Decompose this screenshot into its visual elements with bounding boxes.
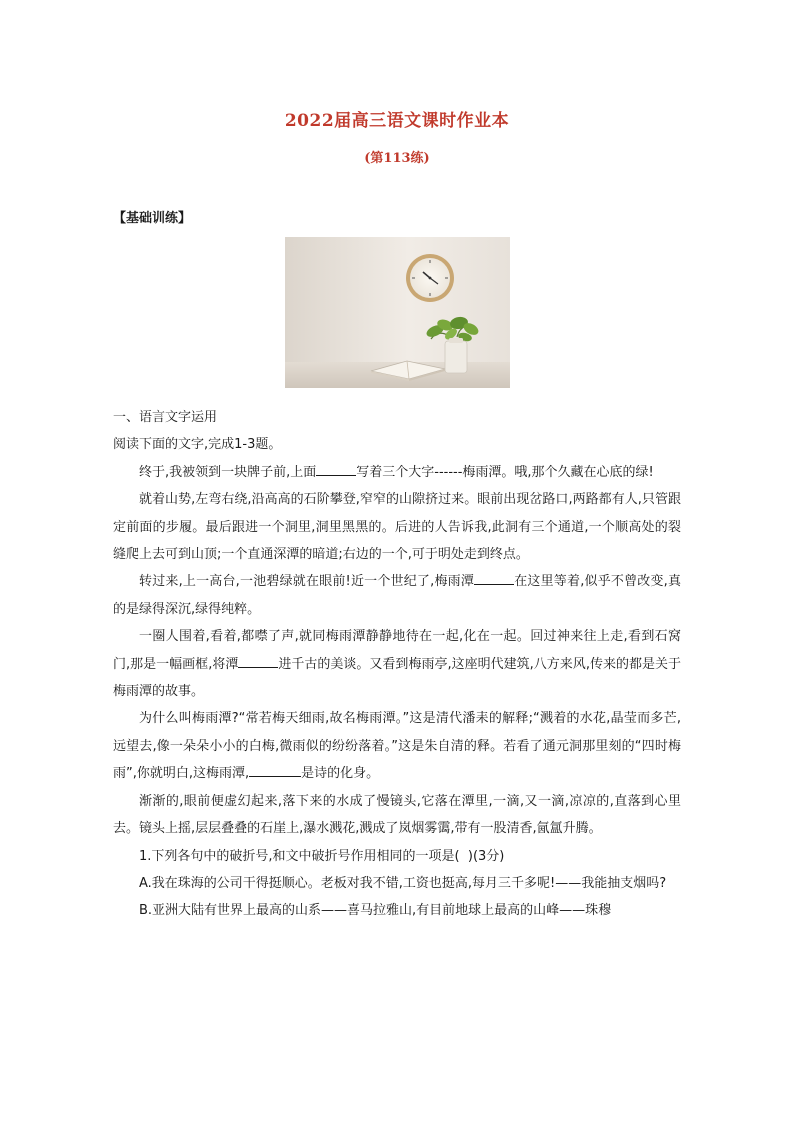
clock-icon [406,254,454,302]
passage-paragraph-4 [113,623,681,705]
passage-text: 终于,我被领到一块牌子前,上面 [139,464,317,480]
body-text [113,404,681,925]
passage-text: 在这里等着,似乎不曾改变,真的是绿得深沉,绿得纯粹。 [113,574,682,617]
fill-blank [249,762,301,777]
passage-text: 进千古的美谈。又看到梅雨亭,这座明代建筑,八方来风,传来的都是关于梅雨潭的故事。 [113,656,682,700]
passage-text: 为什么叫梅雨潭?“常若梅天细雨,故名梅雨潭。”这是清代潘耒的解释;“溅着的水花,晶莹而多芒,远望去,像一朵朵小小的白梅,微雨似的纷纷落着。”这是朱自清的释。若看了通元洞那里刻的“四时梅雨”,你就明白,这梅雨潭, [113,711,681,782]
passage-text: 写着三个大字------梅雨潭。哦,那个久藏在心底的绿! [356,464,654,480]
clock-plant-book-photo [285,237,510,388]
passage-paragraph-1 [113,459,681,486]
passage-paragraph-5 [113,705,681,787]
document-subtitle: (第113练) [364,151,430,166]
fill-blank [316,461,356,476]
passage-paragraph-6: 渐渐的,眼前便虚幻起来,落下来的水成了慢镜头,它落在潭里,一滴,又一滴,凉凉的,直落到心里去。镜头上摇,层层叠叠的石崖上,瀑水溅花,溅成了岚烟雾霭,带有一股清香,氤氲升腾。 [113,793,681,837]
passage-text: 转过来,上一高台,一池碧绿就在眼前!近一个世纪了,梅雨潭 [139,574,475,590]
document-title: 2022届高三语文课时作业本 [284,111,510,131]
question-1-stem: 1.下列各句中的破折号,和文中破折号作用相同的一项是( )(3分) [139,848,505,864]
passage-paragraph-3 [113,568,681,623]
passage-text: 是诗的化身。 [301,766,380,782]
section-label: 【基础训练】 [113,211,192,226]
fill-blank [474,570,514,585]
passage-text: 一圈人围着,看着,都噤了声,就同梅雨潭静静地待在一起,化在一起。回过神来往上走,看到石窝门,那是一幅画框,将潭 [113,629,681,672]
part1-heading: 一、语言文字运用 [113,410,218,425]
part1-instruction: 阅读下面的文字,完成1-3题。 [113,437,282,453]
passage-paragraph-2: 就着山势,左弯右绕,沿高高的石阶攀登,窄窄的山隙挤过来。眼前出现岔路口,两路都有人,只管跟定前面的步履。最后跟进一个洞里,洞里黑黑的。后进的人告诉我,此洞有三个通道,一个顺高处的裂缝爬上去可到山顶;一个直通深潭的暗道;右边的一个,可于明处走到终点。 [113,492,681,563]
question-1-option-b: B.亚洲大陆有世界上最高的山系——喜马拉雅山,有目前地球上最高的山峰——珠穆 [139,903,612,919]
question-1-option-a: A.我在珠海的公司干得挺顺心。老板对我不错,工资也挺高,每月三千多呢!——我能抽支烟吗? [139,875,667,891]
fill-blank [238,653,278,668]
